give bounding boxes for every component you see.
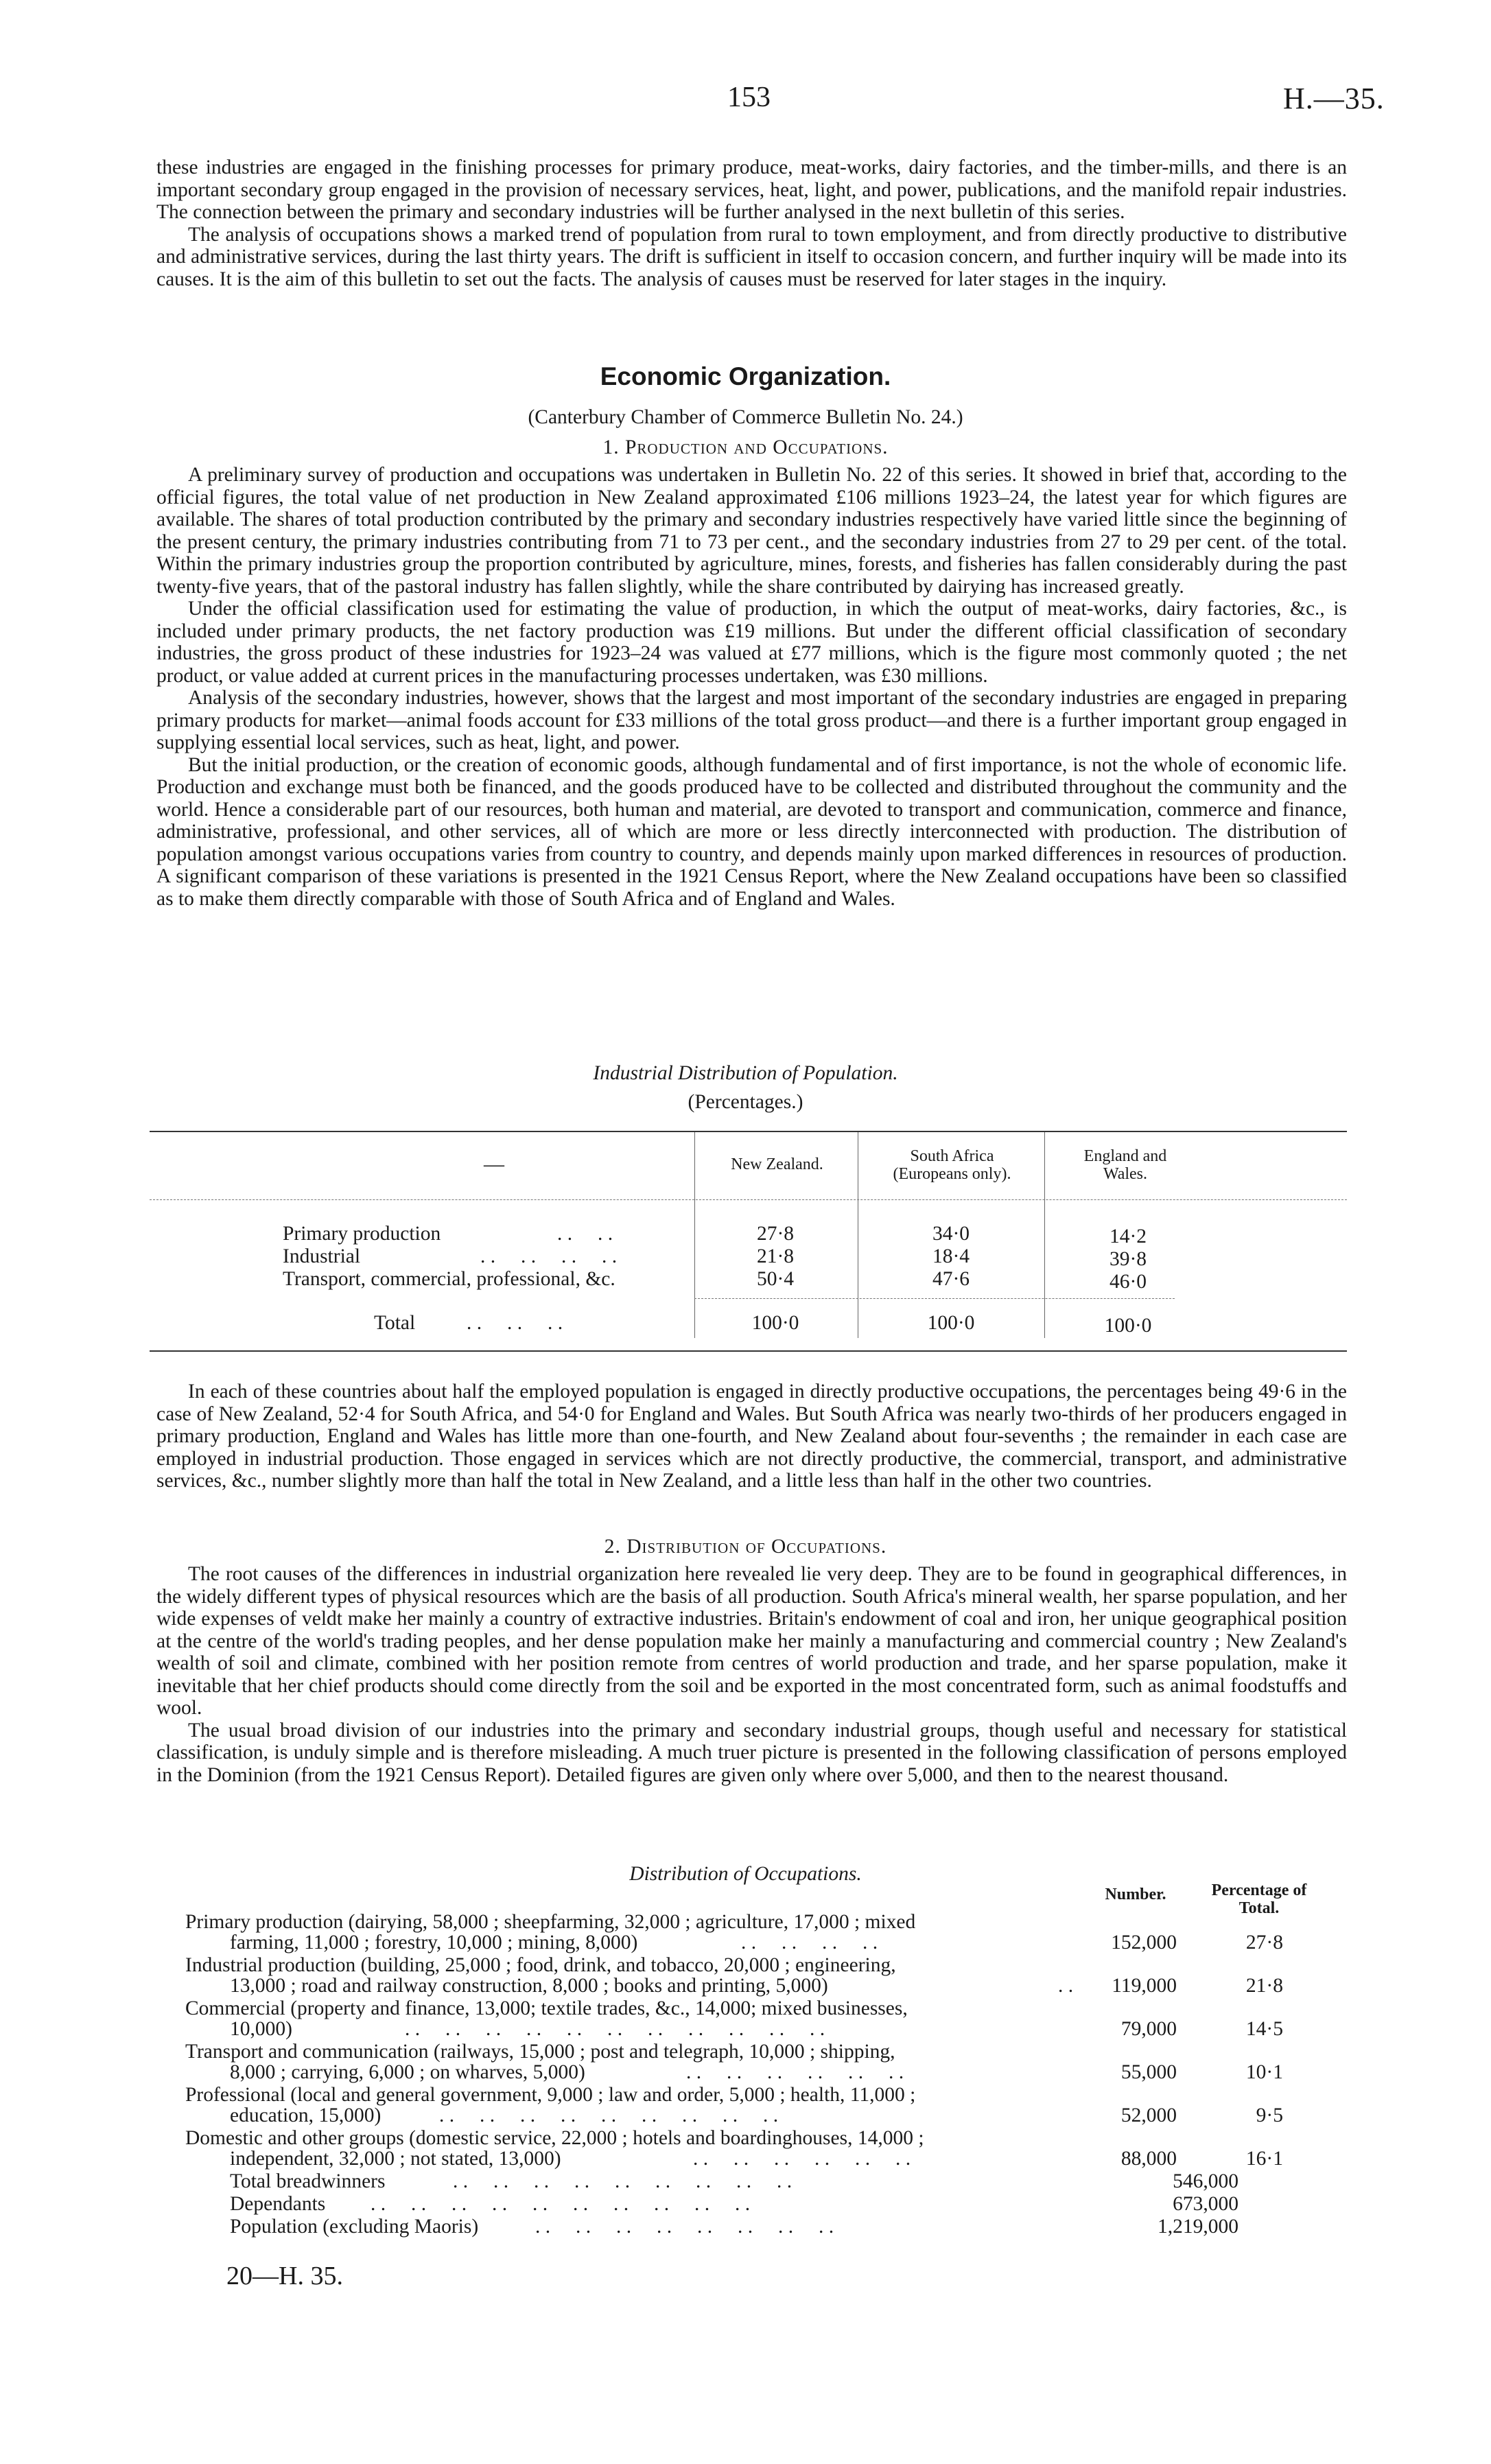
table1-stub-header: — xyxy=(484,1153,504,1175)
part1-text xyxy=(156,464,1347,910)
total-leader: . . . . . . . . . . . . . . . . xyxy=(535,2216,834,2238)
body-paragraph: Under the official classification used for estimating the value of production, in which the output of meat-works, dairy factories, &c., is included under primary products, the net factory production was £19 millions. But under the different official classification of secondary industries, the gross product of these industries for 1923–24 was valued at £77 millions, which is the figure most commonly quoted ; the net product, or value added at current prices in the manufacturing processes undertaken, was £30 millions. xyxy=(156,598,1347,687)
cell-south-africa: 18·4 xyxy=(932,1245,970,1267)
cell-new-zealand: 21·8 xyxy=(756,1245,795,1267)
printer-signature: 20—H. 35. xyxy=(226,2262,343,2290)
occupation-percent: 16·1 xyxy=(1245,2148,1283,2170)
table-header-rule xyxy=(150,1199,1347,1200)
body-paragraph: A preliminary survey of production and occupations was undertaken in Bulletin No. 22 of this series. It showed in brief that, according to the official figures, the total value of net production in New Zealand approximated £106 millions 1923–24, the latest year for which figures are available. The shares of total production contributed by the primary and secondary industries respectively have varied little since the beginning of the present century, the primary industries contributing from 71 to 73 per cent., and the secondary industries from 27 to 29 per cent. of the total. Within the primary industries group the proportion contributed by agriculture, mines, forests, and fisheries has fallen considerably during the past twenty-five years, that of the pastoral industry has fallen slightly, while the share contributed by dairying has increased greatly. xyxy=(156,464,1347,598)
occupation-leader: . . . . . . . . . . . . . . . . . . xyxy=(439,2104,779,2126)
table1-col-new-zealand: New Zealand. xyxy=(731,1155,823,1173)
occupation-percent: 9·5 xyxy=(1256,2104,1283,2126)
page-number: 153 xyxy=(727,82,771,113)
column-divider xyxy=(694,1132,695,1338)
row-leader: . . . . xyxy=(557,1223,613,1245)
section-heading-2: 2. Distribution of Occupations. xyxy=(604,1536,887,1558)
intro-paragraph: these industries are engaged in the finishing processes for primary produce, meat-works, dairy factories, and the timber-mills, and there is an important secondary group engaged in the provision of necessary services, heat, light, and power, publications, and the manifold repair industries. The connection between the primary and secondary industries will be further analysed in the next bulletin of this series. xyxy=(156,156,1347,223)
after-table-text xyxy=(156,1381,1347,1492)
occupation-number: 55,000 xyxy=(1120,2061,1177,2083)
occupation-leader: . . . . . . . . . . . . xyxy=(686,2061,904,2083)
occupation-line: education, 15,000) xyxy=(230,2104,381,2126)
cell-england-wales: 14·2 xyxy=(1109,1225,1147,1247)
occupation-line: 10,000) xyxy=(230,2018,292,2040)
occupation-leader: . . xyxy=(1058,1975,1074,1997)
section-title: Economic Organization. xyxy=(600,362,891,390)
total-new-zealand: 100·0 xyxy=(751,1312,799,1334)
total-value: 673,000 xyxy=(1173,2193,1238,2215)
occupation-number: 52,000 xyxy=(1120,2104,1177,2126)
table1-col-england-wales: England and Wales. xyxy=(1083,1147,1167,1183)
row-label: Transport, commercial, professional, &c. xyxy=(283,1268,615,1290)
col-head-number: Number. xyxy=(1105,1886,1166,1903)
cell-south-africa: 34·0 xyxy=(932,1223,970,1245)
body-paragraph: The usual broad division of our industries into the primary and secondary industrial groups, though useful and necessary for statistical classification, is unduly simple and is therefore misleading. A much truer picture is presented in the following classification of persons employed in the Dominion (from the 1921 Census Report). Detailed figures are given only where over 5,000, and then to the nearest thousand. xyxy=(156,1719,1347,1786)
table2-title: Distribution of Occupations. xyxy=(629,1863,862,1885)
section-subtitle: (Canterbury Chamber of Commerce Bulletin No. 24.) xyxy=(528,406,963,428)
cell-england-wales: 46·0 xyxy=(1109,1271,1147,1293)
occupation-leader: . . . . . . . . . . . . . . . . . . . . . . xyxy=(405,2018,825,2040)
occupation-line: Industrial production (building, 25,000 ; food, drink, and tobacco, 20,000 ; engineering, xyxy=(185,1954,896,1976)
row-label: Primary production xyxy=(283,1223,441,1245)
occupation-line: 13,000 ; road and railway construction, 8,000 ; books and printing, 5,000) xyxy=(230,1975,828,1997)
occupation-line: Primary production (dairying, 58,000 ; sheepfarming, 32,000 ; agriculture, 17,000 ; mixed xyxy=(185,1911,916,1933)
intro-paragraph: The analysis of occupations shows a marked trend of population from rural to town employment, and from directly productive to distributive and administrative services, during the last thirty years. The drift is sufficient in itself to occasion concern, and further inquiry will be made into its causes. It is the aim of this bulletin to set out the facts. The analysis of causes must be reserved for later stages in the inquiry. xyxy=(156,223,1347,290)
total-value: 546,000 xyxy=(1173,2170,1238,2192)
total-label: Population (excluding Maoris) xyxy=(230,2216,479,2238)
occupation-percent: 27·8 xyxy=(1245,1932,1283,1953)
body-paragraph: In each of these countries about half the employed population is engaged in directly productive occupations, the percentages being 49·6 in the case of New Zealand, 52·4 for South Africa, and 54·0 for England and Wales. But South Africa was nearly two-thirds of her producers engaged in primary production, England and Wales has little more than one-fourth, and New Zealand about four-sevenths ; the remainder in each case are employed in industrial production. Those engaged in services which are not directly productive, the commercial, transport, and administrative services, &c., number slightly more than half the total in New Zealand, and a little less than half in the other two countries. xyxy=(156,1381,1347,1492)
occupation-percent: 14·5 xyxy=(1245,2018,1283,2040)
total-leader: . . . . . . xyxy=(467,1312,563,1334)
document-reference: H.—35. xyxy=(1283,82,1385,115)
occupation-line: Commercial (property and finance, 13,000; textile trades, &c., 14,000; mixed businesses, xyxy=(185,1997,908,2019)
occupation-percent: 10·1 xyxy=(1245,2061,1283,2083)
total-england-wales: 100·0 xyxy=(1104,1315,1152,1337)
occupation-number: 79,000 xyxy=(1120,2018,1177,2040)
cell-england-wales: 39·8 xyxy=(1109,1248,1147,1270)
table-bottom-rule xyxy=(150,1350,1347,1352)
occupation-leader: . . . . . . . . xyxy=(741,1932,878,1953)
occupation-leader: . . . . . . . . . . . . xyxy=(693,2148,911,2170)
page-header xyxy=(0,81,1491,129)
occupation-line: Professional (local and general government, 9,000 ; law and order, 5,000 ; health, 11,000 ; xyxy=(185,2084,916,2106)
total-leader: . . . . . . . . . . . . . . . . . . . . xyxy=(371,2193,751,2215)
row-leader: . . . . . . . . xyxy=(480,1245,618,1267)
occupation-percent: 21·8 xyxy=(1245,1975,1283,1997)
table-top-rule xyxy=(150,1131,1347,1132)
total-label: Total xyxy=(374,1312,416,1334)
intro-text xyxy=(156,156,1347,290)
body-paragraph: But the initial production, or the creation of economic goods, although fundamental and of first importance, is not the whole of economic life. Production and exchange must both be financed, and the goods produced have to be collected and distributed throughout the community and the world. Hence a considerable part of our resources, both human and material, are devoted to transport and communication, commerce and finance, administrative, professional, and other services, all of which are more or less directly interconnected with production. The distribution of population amongst various occupations varies from country to country, and depends mainly upon marked differences in resources of production. A significant comparison of these variations is presented in the 1921 Census Report, where the New Zealand occupations have been so classified as to make them directly comparable with those of South Africa and of England and Wales. xyxy=(156,753,1347,910)
total-rule xyxy=(694,1298,1175,1299)
occupation-line: Domestic and other groups (domestic service, 22,000 ; hotels and boardinghouses, 14,000 ; xyxy=(185,2127,924,2149)
total-label: Dependants xyxy=(230,2193,326,2215)
body-paragraph: The root causes of the differences in industrial organization here revealed lie very deep. They are to be found in geographical differences, in the widely different types of physical resources which are the basis of all production. South Africa's mineral wealth, her sparse population, and her wide expenses of veldt make her mainly a country of extractive industries. Britain's endowment of coal and iron, her unique geographical position at the centre of the world's trading peoples, and her dense population make her mainly a manufacturing and commercial country ; New Zealand's wealth of soil and climate, combined with her position remote from centres of world production and trade, and her sparse population, make it inevitable that her chief products should come directly from the soil and be exported in the most concentrated form, such as animal foodstuffs and wool. xyxy=(156,1563,1347,1719)
occupation-line: farming, 11,000 ; forestry, 10,000 ; mining, 8,000) xyxy=(230,1932,638,1953)
cell-new-zealand: 27·8 xyxy=(756,1223,795,1245)
part2-text xyxy=(156,1563,1347,1786)
row-label: Industrial xyxy=(283,1245,361,1267)
occupation-line: independent, 32,000 ; not stated, 13,000) xyxy=(230,2148,561,2170)
table1-subtitle: (Percentages.) xyxy=(688,1091,803,1113)
occupation-line: 8,000 ; carrying, 6,000 ; on wharves, 5,000) xyxy=(230,2061,585,2083)
cell-south-africa: 47·6 xyxy=(932,1268,970,1290)
table1-title: Industrial Distribution of Population. xyxy=(593,1062,898,1084)
total-label: Total breadwinners xyxy=(230,2170,386,2192)
occupation-line: Transport and communication (railways, 15,000 ; post and telegraph, 10,000 ; shipping, xyxy=(185,2041,895,2063)
total-leader: . . . . . . . . . . . . . . . . . . xyxy=(453,2170,793,2192)
total-south-africa: 100·0 xyxy=(927,1312,975,1334)
col-head-percentage: Percentage of Total. xyxy=(1211,1881,1307,1917)
occupation-number: 119,000 xyxy=(1112,1975,1177,1997)
table1-col-south-africa: South Africa (Europeans only). xyxy=(893,1147,1011,1183)
cell-new-zealand: 50·4 xyxy=(756,1268,795,1290)
occupation-number: 88,000 xyxy=(1120,2148,1177,2170)
total-value: 1,219,000 xyxy=(1158,2216,1238,2238)
occupation-number: 152,000 xyxy=(1111,1932,1177,1953)
body-paragraph: Analysis of the secondary industries, however, shows that the largest and most important of the secondary industries are engaged in preparing primary products for market—animal foods account for £33 millions of the total gross product—and there is a further important group engaged in supplying essential local services, such as heat, light, and power. xyxy=(156,687,1347,753)
section-heading-1: 1. Production and Occupations. xyxy=(602,436,889,458)
column-divider xyxy=(1044,1132,1045,1338)
